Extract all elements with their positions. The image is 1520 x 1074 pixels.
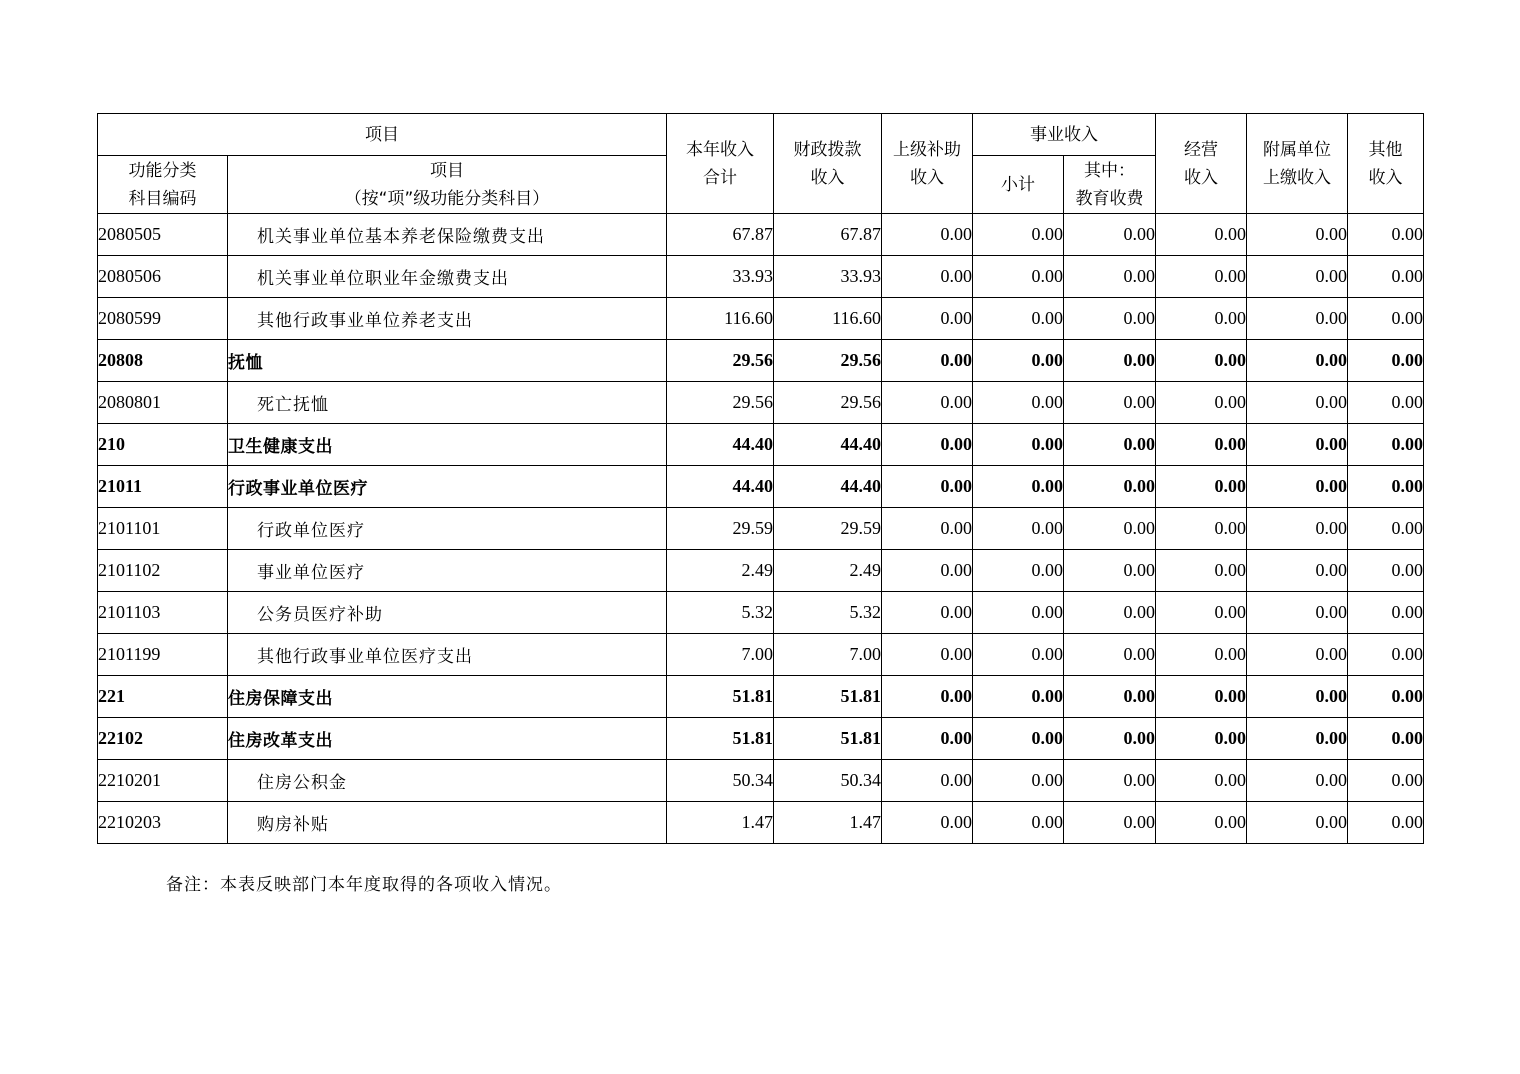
table-row (98, 760, 1424, 802)
row-fiscal-appropriation: 116.60 (774, 298, 882, 340)
row-superior-subsidy: 0.00 (882, 802, 973, 844)
row-operating-income: 0.00 (1156, 466, 1247, 508)
row-name: 机关事业单位基本养老保险缴费支出 (228, 214, 667, 256)
row-total-income: 1.47 (667, 802, 774, 844)
row-code: 20808 (98, 340, 228, 382)
row-total-income: 44.40 (667, 424, 774, 466)
row-superior-subsidy: 0.00 (882, 214, 973, 256)
row-total-income: 33.93 (667, 256, 774, 298)
row-other-income: 0.00 (1348, 718, 1424, 760)
row-education-fees: 0.00 (1064, 508, 1156, 550)
row-education-fees: 0.00 (1064, 256, 1156, 298)
row-code: 2080801 (98, 382, 228, 424)
table-row (98, 592, 1424, 634)
row-education-fees: 0.00 (1064, 550, 1156, 592)
row-code: 221 (98, 676, 228, 718)
row-name: 机关事业单位职业年金缴费支出 (228, 256, 667, 298)
header-other-income: 其他 收入 (1348, 114, 1424, 214)
row-operating-income: 0.00 (1156, 340, 1247, 382)
row-affiliated-income: 0.00 (1247, 382, 1348, 424)
row-operating-income: 0.00 (1156, 802, 1247, 844)
table-row (98, 802, 1424, 844)
row-fiscal-appropriation: 29.59 (774, 508, 882, 550)
row-total-income: 29.56 (667, 340, 774, 382)
row-name: 行政事业单位医疗 (228, 466, 667, 508)
row-code: 22102 (98, 718, 228, 760)
row-fiscal-appropriation: 1.47 (774, 802, 882, 844)
row-other-income: 0.00 (1348, 214, 1424, 256)
row-name: 住房公积金 (228, 760, 667, 802)
row-education-fees: 0.00 (1064, 634, 1156, 676)
row-total-income: 29.59 (667, 508, 774, 550)
row-operating-income: 0.00 (1156, 760, 1247, 802)
row-name: 公务员医疗补助 (228, 592, 667, 634)
row-affiliated-income: 0.00 (1247, 634, 1348, 676)
table-row (98, 214, 1424, 256)
row-superior-subsidy: 0.00 (882, 340, 973, 382)
row-other-income: 0.00 (1348, 802, 1424, 844)
row-name: 住房保障支出 (228, 676, 667, 718)
row-education-fees: 0.00 (1064, 382, 1156, 424)
table-row (98, 256, 1424, 298)
row-name: 购房补贴 (228, 802, 667, 844)
row-operating-income: 0.00 (1156, 718, 1247, 760)
row-business-subtotal: 0.00 (973, 676, 1064, 718)
row-name: 其他行政事业单位医疗支出 (228, 634, 667, 676)
row-code: 210 (98, 424, 228, 466)
row-code: 2101103 (98, 592, 228, 634)
row-affiliated-income: 0.00 (1247, 802, 1348, 844)
row-operating-income: 0.00 (1156, 676, 1247, 718)
row-total-income: 2.49 (667, 550, 774, 592)
row-education-fees: 0.00 (1064, 340, 1156, 382)
income-table (97, 113, 1424, 844)
header-affiliated-income: 附属单位 上缴收入 (1247, 114, 1348, 214)
row-business-subtotal: 0.00 (973, 802, 1064, 844)
row-education-fees: 0.00 (1064, 676, 1156, 718)
row-superior-subsidy: 0.00 (882, 676, 973, 718)
row-fiscal-appropriation: 50.34 (774, 760, 882, 802)
row-education-fees: 0.00 (1064, 718, 1156, 760)
row-code: 2210203 (98, 802, 228, 844)
table-row (98, 340, 1424, 382)
row-superior-subsidy: 0.00 (882, 550, 973, 592)
row-code: 21011 (98, 466, 228, 508)
row-affiliated-income: 0.00 (1247, 256, 1348, 298)
row-business-subtotal: 0.00 (973, 634, 1064, 676)
row-code: 2101102 (98, 550, 228, 592)
row-code: 2101199 (98, 634, 228, 676)
row-name: 抚恤 (228, 340, 667, 382)
row-superior-subsidy: 0.00 (882, 466, 973, 508)
row-code: 2080599 (98, 298, 228, 340)
table-row (98, 634, 1424, 676)
header-fiscal-appropriation: 财政拨款 收入 (774, 114, 882, 214)
row-other-income: 0.00 (1348, 382, 1424, 424)
row-operating-income: 0.00 (1156, 508, 1247, 550)
row-fiscal-appropriation: 2.49 (774, 550, 882, 592)
row-code: 2080506 (98, 256, 228, 298)
row-business-subtotal: 0.00 (973, 214, 1064, 256)
row-operating-income: 0.00 (1156, 424, 1247, 466)
row-operating-income: 0.00 (1156, 550, 1247, 592)
row-total-income: 7.00 (667, 634, 774, 676)
row-fiscal-appropriation: 7.00 (774, 634, 882, 676)
row-education-fees: 0.00 (1064, 424, 1156, 466)
row-other-income: 0.00 (1348, 298, 1424, 340)
header-superior-subsidy: 上级补助 收入 (882, 114, 973, 214)
row-affiliated-income: 0.00 (1247, 466, 1348, 508)
row-fiscal-appropriation: 33.93 (774, 256, 882, 298)
row-other-income: 0.00 (1348, 466, 1424, 508)
row-fiscal-appropriation: 51.81 (774, 676, 882, 718)
row-other-income: 0.00 (1348, 508, 1424, 550)
table-body (98, 214, 1424, 844)
row-fiscal-appropriation: 29.56 (774, 340, 882, 382)
row-superior-subsidy: 0.00 (882, 424, 973, 466)
row-other-income: 0.00 (1348, 550, 1424, 592)
row-fiscal-appropriation: 29.56 (774, 382, 882, 424)
row-fiscal-appropriation: 51.81 (774, 718, 882, 760)
table-row (98, 718, 1424, 760)
row-code: 2101101 (98, 508, 228, 550)
row-operating-income: 0.00 (1156, 634, 1247, 676)
row-business-subtotal: 0.00 (973, 382, 1064, 424)
row-fiscal-appropriation: 5.32 (774, 592, 882, 634)
row-total-income: 51.81 (667, 718, 774, 760)
row-operating-income: 0.00 (1156, 256, 1247, 298)
row-business-subtotal: 0.00 (973, 508, 1064, 550)
header-education-fees: 其中： 教育收费 (1064, 156, 1156, 214)
row-fiscal-appropriation: 44.40 (774, 424, 882, 466)
row-operating-income: 0.00 (1156, 214, 1247, 256)
table-row (98, 508, 1424, 550)
row-other-income: 0.00 (1348, 256, 1424, 298)
row-other-income: 0.00 (1348, 760, 1424, 802)
row-total-income: 50.34 (667, 760, 774, 802)
row-total-income: 29.56 (667, 382, 774, 424)
row-affiliated-income: 0.00 (1247, 760, 1348, 802)
row-business-subtotal: 0.00 (973, 256, 1064, 298)
row-fiscal-appropriation: 44.40 (774, 466, 882, 508)
row-total-income: 116.60 (667, 298, 774, 340)
row-name: 事业单位医疗 (228, 550, 667, 592)
table-row (98, 550, 1424, 592)
table-row (98, 382, 1424, 424)
header-total-income: 本年收入 合计 (667, 114, 774, 214)
row-other-income: 0.00 (1348, 340, 1424, 382)
row-affiliated-income: 0.00 (1247, 718, 1348, 760)
row-affiliated-income: 0.00 (1247, 592, 1348, 634)
header-item-group: 项目 (98, 114, 667, 156)
row-total-income: 5.32 (667, 592, 774, 634)
row-business-subtotal: 0.00 (973, 550, 1064, 592)
row-fiscal-appropriation: 67.87 (774, 214, 882, 256)
header-business-income: 事业收入 (973, 114, 1156, 156)
table-row (98, 466, 1424, 508)
row-business-subtotal: 0.00 (973, 592, 1064, 634)
footnote: 备注：本表反映部门本年度取得的各项收入情况。 (166, 875, 562, 895)
row-business-subtotal: 0.00 (973, 298, 1064, 340)
row-operating-income: 0.00 (1156, 298, 1247, 340)
row-education-fees: 0.00 (1064, 802, 1156, 844)
row-affiliated-income: 0.00 (1247, 508, 1348, 550)
row-affiliated-income: 0.00 (1247, 298, 1348, 340)
row-superior-subsidy: 0.00 (882, 592, 973, 634)
row-education-fees: 0.00 (1064, 592, 1156, 634)
table-row (98, 676, 1424, 718)
row-education-fees: 0.00 (1064, 760, 1156, 802)
row-other-income: 0.00 (1348, 592, 1424, 634)
header-operating-income: 经营 收入 (1156, 114, 1247, 214)
row-education-fees: 0.00 (1064, 298, 1156, 340)
row-total-income: 67.87 (667, 214, 774, 256)
row-affiliated-income: 0.00 (1247, 214, 1348, 256)
row-code: 2080505 (98, 214, 228, 256)
row-name: 住房改革支出 (228, 718, 667, 760)
row-business-subtotal: 0.00 (973, 340, 1064, 382)
row-superior-subsidy: 0.00 (882, 508, 973, 550)
row-superior-subsidy: 0.00 (882, 256, 973, 298)
row-education-fees: 0.00 (1064, 214, 1156, 256)
row-business-subtotal: 0.00 (973, 718, 1064, 760)
row-superior-subsidy: 0.00 (882, 634, 973, 676)
row-other-income: 0.00 (1348, 424, 1424, 466)
header-business-subtotal: 小计 (973, 156, 1064, 214)
row-superior-subsidy: 0.00 (882, 760, 973, 802)
row-superior-subsidy: 0.00 (882, 382, 973, 424)
row-name: 死亡抚恤 (228, 382, 667, 424)
row-business-subtotal: 0.00 (973, 760, 1064, 802)
row-superior-subsidy: 0.00 (882, 298, 973, 340)
row-name: 卫生健康支出 (228, 424, 667, 466)
header-function-code: 功能分类 科目编码 (98, 156, 228, 214)
row-business-subtotal: 0.00 (973, 466, 1064, 508)
row-affiliated-income: 0.00 (1247, 424, 1348, 466)
row-other-income: 0.00 (1348, 634, 1424, 676)
row-affiliated-income: 0.00 (1247, 676, 1348, 718)
row-affiliated-income: 0.00 (1247, 340, 1348, 382)
row-operating-income: 0.00 (1156, 592, 1247, 634)
row-business-subtotal: 0.00 (973, 424, 1064, 466)
row-total-income: 51.81 (667, 676, 774, 718)
row-code: 2210201 (98, 760, 228, 802)
table-row (98, 298, 1424, 340)
row-other-income: 0.00 (1348, 676, 1424, 718)
row-education-fees: 0.00 (1064, 466, 1156, 508)
header-item-name: 项目 （按“项”级功能分类科目） (228, 156, 667, 214)
row-name: 其他行政事业单位养老支出 (228, 298, 667, 340)
row-superior-subsidy: 0.00 (882, 718, 973, 760)
row-operating-income: 0.00 (1156, 382, 1247, 424)
row-affiliated-income: 0.00 (1247, 550, 1348, 592)
row-total-income: 44.40 (667, 466, 774, 508)
table-row (98, 424, 1424, 466)
row-name: 行政单位医疗 (228, 508, 667, 550)
